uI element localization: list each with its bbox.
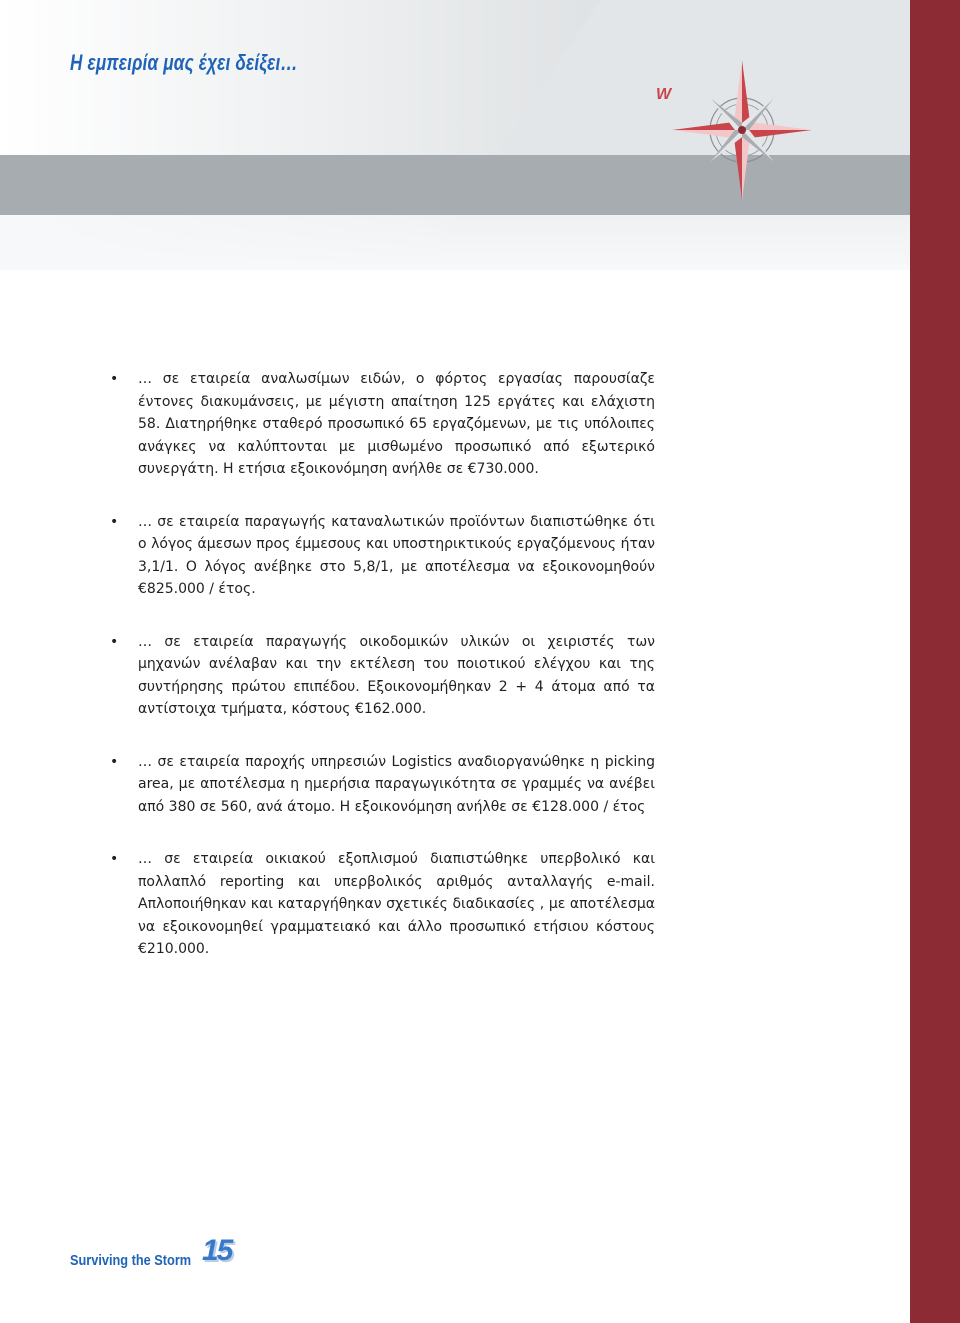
bullet-marker: • (110, 633, 119, 650)
compass-rose-icon (640, 55, 860, 225)
list-item (110, 848, 655, 961)
bullet-marker: • (110, 371, 119, 387)
bullet-list (110, 368, 655, 961)
list-item (110, 751, 655, 819)
list-item (110, 631, 655, 721)
bullet-marker: • (110, 851, 119, 867)
page-number: 15 (202, 1234, 232, 1267)
list-item-text: … σε εταιρεία παραγωγής καταναλωτικών προϊόντων διαπιστώθηκε ότι ο λόγος άμεσων προς έμμεσους και υποστηρικτικούς εργαζόμενους ήταν 3,1/1. Ο λόγος ανέβηκε στο 5,8/1, με αποτέλεσμα να εξοικονομηθούν €825.000 / έτος. (138, 513, 655, 597)
list-item (110, 368, 655, 481)
page-title: Η εμπειρία μας έχει δείξει… (70, 50, 298, 75)
list-item-text: … σε εταιρεία παραγωγής οικοδομικών υλικών οι χειριστές των μηχανών ανέλαβαν και την εκτέλεση του ποιοτικού ελέγχου και της συντήρησης πρώτου επιπέδου. Εξοικονομήθηκαν 2 + 4 άτομα από τα αντίστοιχα τμήματα, κόστους €162.000. (138, 633, 655, 717)
right-accent-bar (910, 0, 960, 1323)
compass-letter-w: W (656, 86, 672, 103)
list-item-text: … σε εταιρεία παροχής υπηρεσιών Logistics αναδιοργανώθηκε η picking area, με αποτέλεσμα η ημερήσια παραγωγικότητα σε γραμμές να ανέβει από 380 σε 560, ανά άτομο. Η εξοικονόμηση ανήλθε σε €128.000 / έτος (138, 753, 655, 815)
footer-title: Surviving the Storm (70, 1252, 192, 1269)
list-item (110, 511, 655, 601)
bullet-marker: • (110, 513, 119, 530)
list-item-text: … σε εταιρεία οικιακού εξοπλισμού διαπιστώθηκε υπερβολικό και πολλαπλό reporting και υπερβολικός αριθμός ανταλλαγής e-mail. Απλοποιήθηκαν και καταργήθηκαν σχετικές διαδικασίες , με αποτέλεσμα να εξοικονομηθεί γραμματειακό και άλλο προσωπικό ετήσιου κόστους €210.000. (138, 851, 655, 957)
list-item-text: … σε εταιρεία αναλωσίμων ειδών, ο φόρτος εργασίας παρουσίαζε έντονες διακυμάνσεις, με μέγιστη απαίτηση 125 εργάτες και ελάχιστη 58. Διατηρήθηκε σταθερό προσωπικό 65 εργαζόμενων, με τις υπόλοιπες ανάγκες να καλύπτονται με μισθωμένο προσωπικό από εξωτερικό συνεργάτη. Η ετήσια εξοικονόμηση ανήλθε σε €730.000. (138, 371, 655, 477)
bullet-marker: • (110, 753, 119, 770)
